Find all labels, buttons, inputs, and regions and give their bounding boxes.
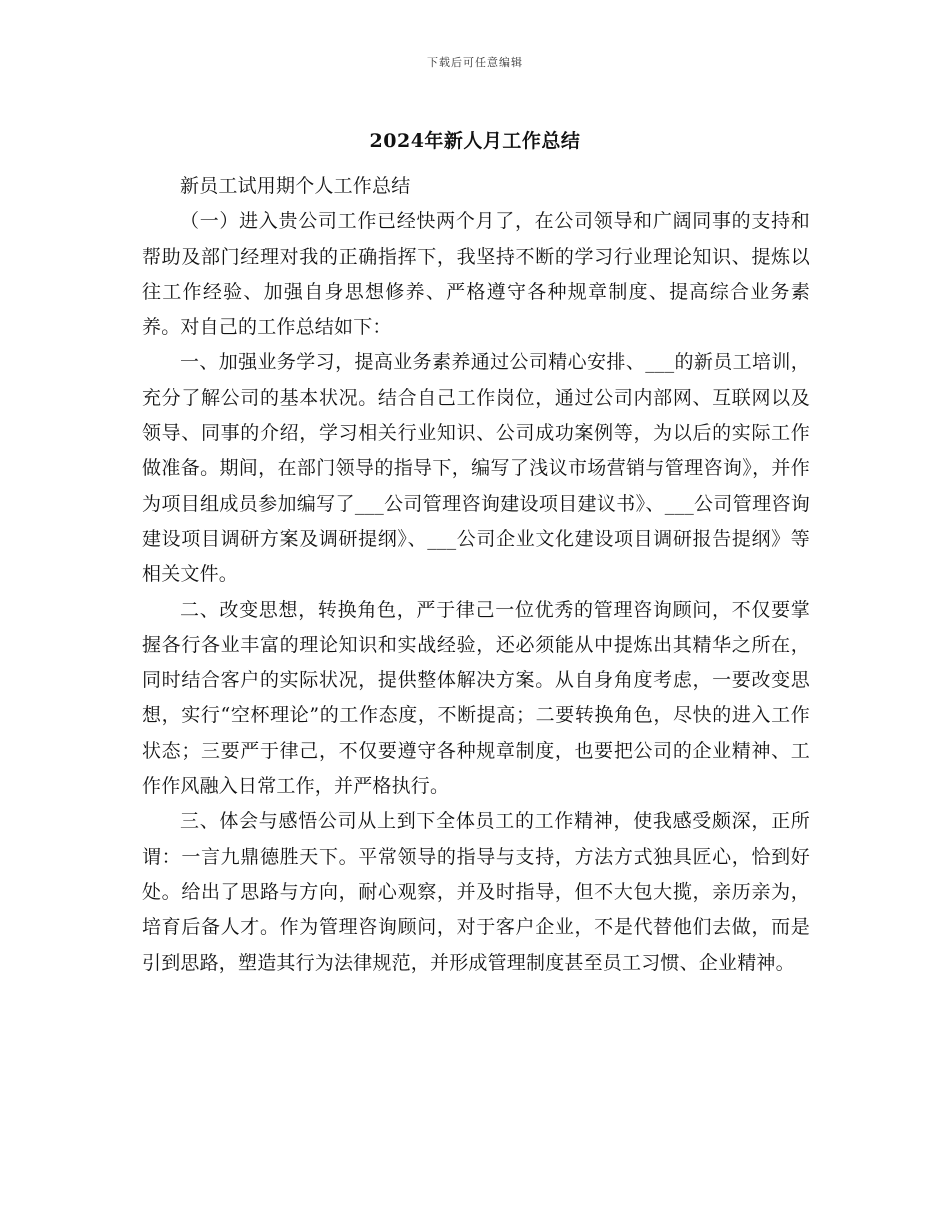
- paragraph-intro: （一）进入贵公司工作已经快两个月了，在公司领导和广阔同事的支持和帮助及部门经理对我的正确指挥下，我坚持不断的学习行业理论知识、提炼以往工作经验、加强自身思想修养、严格遵守各种规章制度、提高综合业务素养。对自己的工作总结如下：: [142, 210, 810, 339]
- paragraph-subtitle: 新员工试用期个人工作总结: [180, 175, 411, 197]
- paragraph-section-1: 一、加强业务学习，提高业务素养通过公司精心安排、___的新员工培训，充分了解公司的基本状况。结合自己工作岗位，通过公司内部网、互联网以及领导、同事的介绍，学习相关行业知识、公司成功案例等，为以后的实际工作做准备。期间，在部门领导的指导下，编写了浅议市场营销与管理咨询》，并作为项目组成员参加编写了___公司管理咨询建设项目建议书》、___公司管理咨询建设项目调研方案及调研提纲》、___公司企业文化建设项目调研报告提纲》等相关文件。: [142, 351, 810, 586]
- document-title: 2024年新人月工作总结: [369, 130, 581, 152]
- paragraph-section-3: 三、体会与感悟公司从上到下全体员工的工作精神，使我感受颇深，正所谓：一言九鼎德胜天下。平常领导的指导与支持，方法方式独具匠心，恰到好处。给出了思路与方向，耐心观察，并及时指导，但不大包大揽，亲历亲为，培育后备人才。作为管理咨询顾问，对于客户企业，不是代替他们去做，而是引到思路，塑造其行为法律规范，并形成管理制度甚至员工习惯、企业精神。: [142, 810, 810, 974]
- header-note: 下载后可任意编辑: [427, 56, 523, 69]
- paragraph-section-2: 二、改变思想，转换角色，严于律己一位优秀的管理咨询顾问，不仅要掌握各行各业丰富的理论知识和实战经验，还必须能从中提炼出其精华之所在，同时结合客户的实际状况，提供整体解决方案。从自身角度考虑，一要改变思想，实行“空杯理论”的工作态度，不断提高；二要转换角色，尽快的进入工作状态；三要严于律己，不仅要遵守各种规章制度，也要把公司的企业精神、工作作风融入日常工作，并严格执行。: [142, 598, 810, 798]
- document-body: [142, 169, 810, 981]
